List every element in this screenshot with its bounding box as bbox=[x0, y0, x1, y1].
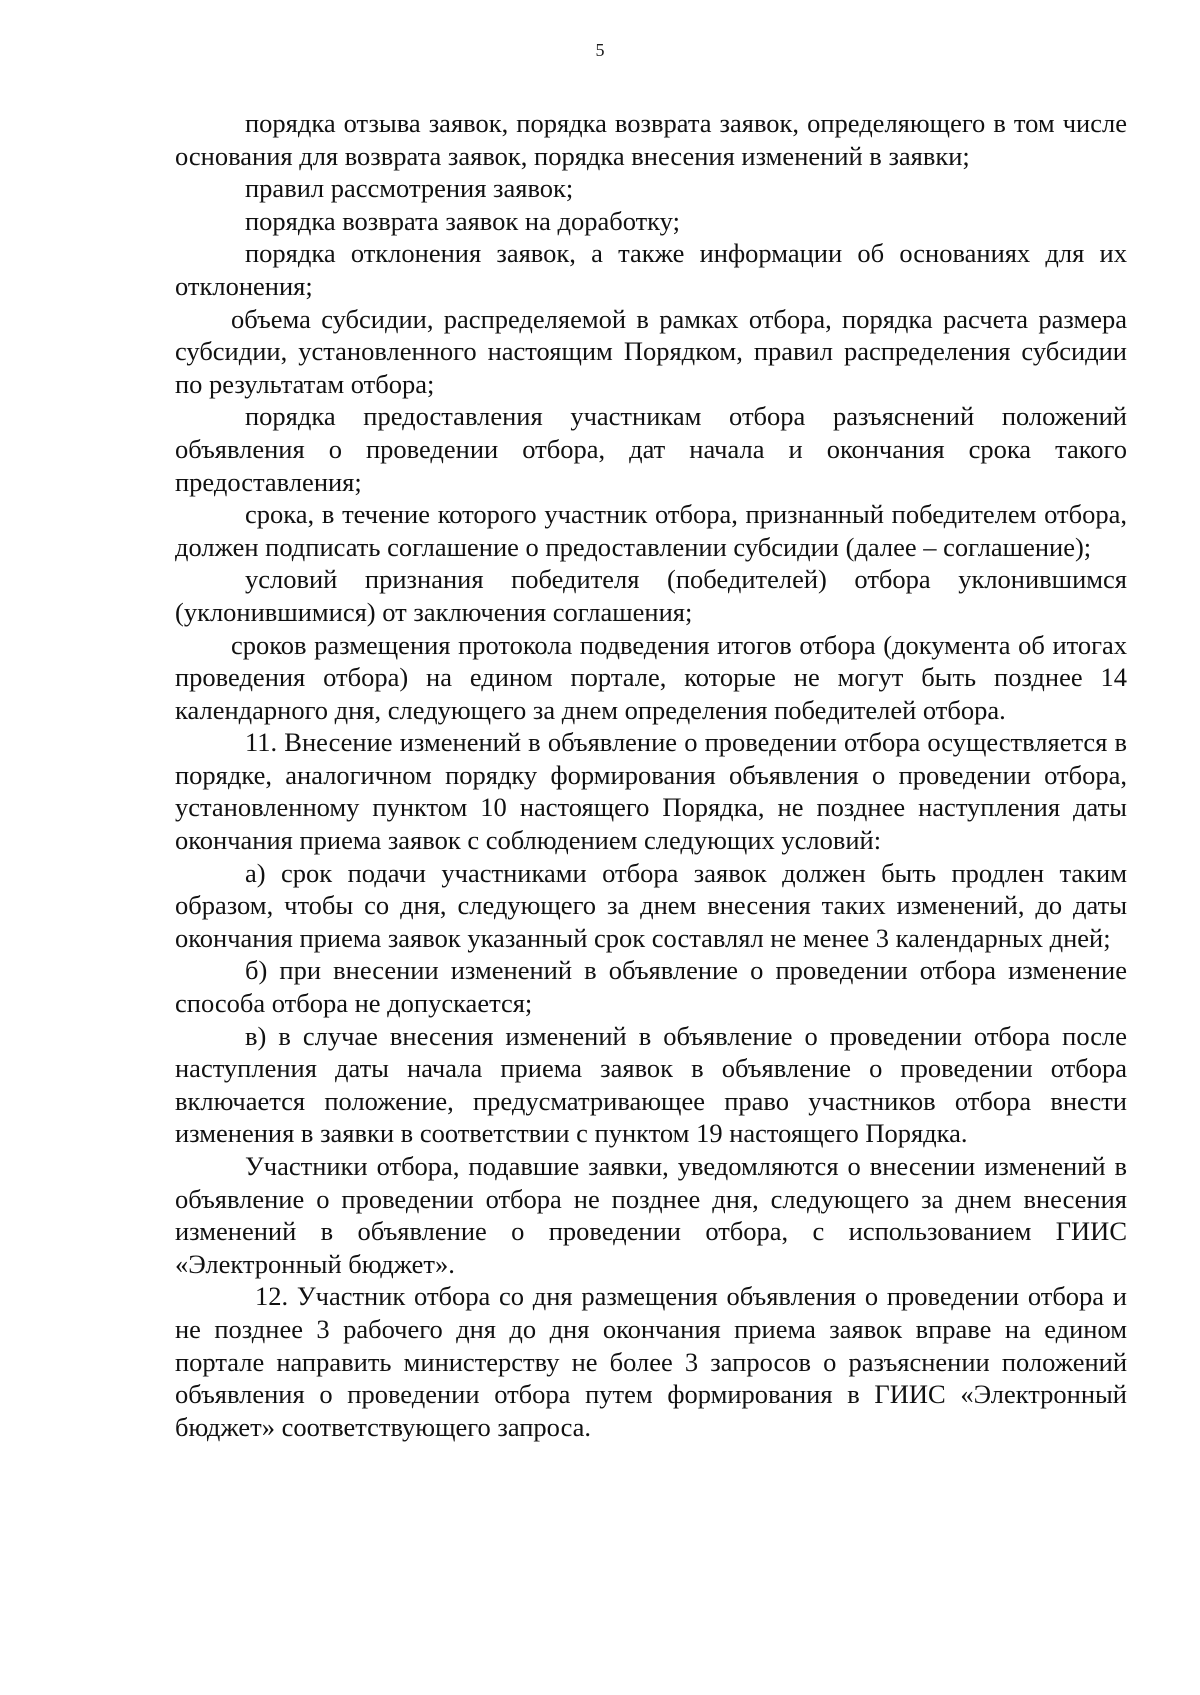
paragraph-evasion-conditions: условий признания победителя (победителей) отбора уклонившимся (уклонившимися) от заключения соглашения; bbox=[175, 564, 1127, 627]
paragraph-rejection-order: порядка отклонения заявок, а также информации об основаниях для их отклонения; bbox=[175, 238, 1127, 301]
paragraph-participants-notified: Участники отбора, подавшие заявки, уведомляются о внесении изменений в объявление о проведении отбора не позднее дня, следующего за днем внесения изменений в объявление о проведении отбора, с использованием ГИИС «Электронный бюджет». bbox=[175, 1151, 1127, 1279]
paragraph-return-for-revision: порядка возврата заявок на доработку; bbox=[245, 205, 680, 236]
paragraph-item-11: 11. Внесение изменений в объявление о проведении отбора осуществляется в порядке, аналогичном порядку формирования объявления о проведении отбора, установленному пунктом 10 настоящего Порядка, не позднее наступления даты окончания приема заявок с соблюдением следующих условий: bbox=[175, 727, 1127, 856]
paragraph-item-11-v: в) в случае внесения изменений в объявление о проведении отбора после наступления даты начала приема заявок в объявление о проведении отбора включается положение, предусматривающее право участников отбора внести изменения в заявки в соответствии с пунктом 19 настоящего Порядка. bbox=[175, 1020, 1127, 1149]
document-body bbox=[175, 107, 1127, 1443]
page-number: 5 bbox=[595, 40, 605, 60]
paragraph-subsidy-volume: объема субсидии, распределяемой в рамках отбора, порядка расчета размера субсидии, установленного настоящим Порядком, правил распределения субсидии по результатам отбора; bbox=[175, 303, 1127, 399]
paragraph-protocol-deadlines: сроков размещения протокола подведения итогов отбора (документа об итогах проведения отбора) на едином портале, которые не могут быть позднее 14 календарного дня, следующего за днем определения победителей отбора. bbox=[175, 629, 1127, 725]
paragraph-review-rules: правил рассмотрения заявок; bbox=[245, 173, 574, 204]
paragraph-item-12: 12. Участник отбора со дня размещения объявления о проведении отбора и не позднее 3 рабочего дня до дня окончания приема заявок вправе на едином портале направить министерству не более 3 запросов о разъяснении положений объявления о проведении отбора путем формирования в ГИИС «Электронный бюджет» соответствующего запроса. bbox=[175, 1281, 1127, 1442]
paragraph-item-11-a: а) срок подачи участниками отбора заявок должен быть продлен таким образом, чтобы со дня, следующего за днем внесения таких изменений, до даты окончания приема заявок указанный срок составлял не менее 3 календарных дней; bbox=[175, 857, 1127, 953]
paragraph-item-11-b: б) при внесении изменений в объявление о проведении отбора изменение способа отбора не допускается; bbox=[175, 955, 1127, 1019]
paragraph-signing-deadline: срока, в течение которого участник отбора, признанный победителем отбора, должен подписать соглашение о предоставлении субсидии (далее – соглашение); bbox=[175, 499, 1127, 562]
paragraph-withdrawal-order: порядка отзыва заявок, порядка возврата заявок, определяющего в том числе основания для возврата заявок, порядка внесения изменений в заявки; bbox=[175, 108, 1127, 171]
paragraph-clarifications: порядка предоставления участникам отбора разъяснений положений объявления о проведении отбора, дат начала и окончания срока такого предоставления; bbox=[175, 401, 1127, 497]
